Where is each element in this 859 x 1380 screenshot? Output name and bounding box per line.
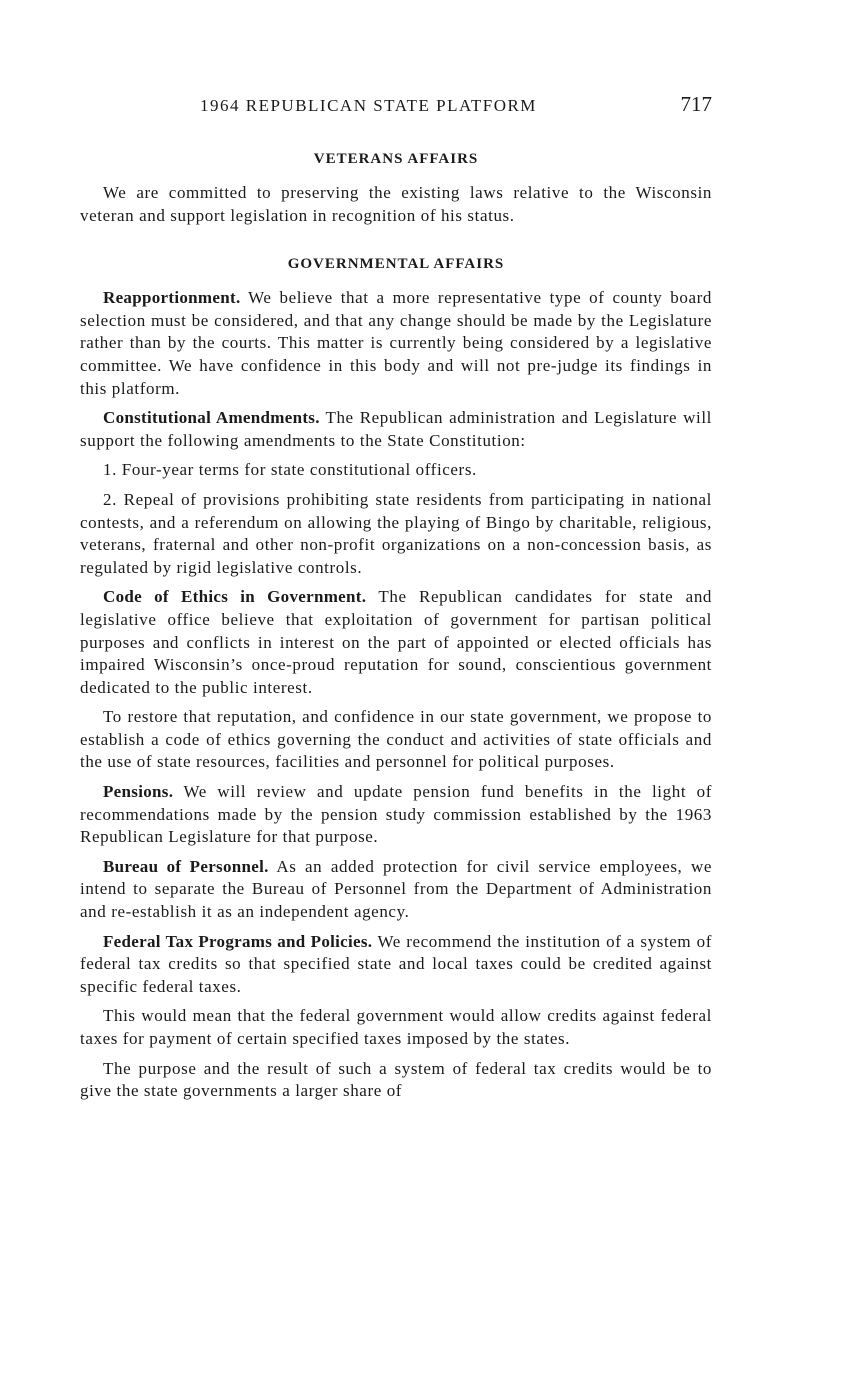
paragraph-constitutional-amendments bbox=[80, 407, 712, 452]
paragraph-text: We recommend the institution of a system of federal tax credits so that specified state and local taxes could be credited against specific federal taxes. bbox=[80, 931, 712, 996]
section-veterans-affairs bbox=[80, 148, 712, 227]
section-governmental-affairs bbox=[80, 253, 712, 1103]
paragraph-lead: Federal Tax Programs and Policies. bbox=[103, 931, 373, 951]
paragraph-federal-tax bbox=[80, 931, 712, 999]
paragraph-text: 1. Four-year terms for state constitutional officers. bbox=[103, 460, 477, 480]
paragraph-lead: Code of Ethics in Government. bbox=[103, 587, 367, 607]
document-page bbox=[80, 94, 712, 1110]
paragraph-text: We believe that a more representative type of county board selection must be considered, and that any change should be made by the Legislature rather than by the courts. This matter is currently being considered by a legislative committee. We have confidence in this body and will not pre-judge its findings in this platform. bbox=[80, 288, 712, 398]
paragraph-code-of-ethics bbox=[80, 586, 712, 699]
paragraph bbox=[80, 1058, 712, 1103]
running-header-title: 1964 REPUBLICAN STATE PLATFORM bbox=[200, 96, 537, 115]
paragraph-text: The Republican candidates for state and legislative office believe that exploitation of government for partisan political purposes and conflicts in interest on the part of appointed or elected officials has impaired Wisconsin’s once-proud reputation for sound, conscientious government dedicated to the public interest. bbox=[80, 587, 713, 697]
paragraph bbox=[80, 182, 712, 227]
list-item bbox=[80, 489, 712, 579]
paragraph-lead: Bureau of Personnel. bbox=[103, 856, 269, 876]
paragraph-text: To restore that reputation, and confidence in our state government, we propose to establish a code of ethics governing the conduct and activities of state officials and the use of state resources, facilities and personnel for political purposes. bbox=[80, 707, 712, 772]
paragraph-text: 2. Repeal of provisions prohibiting state residents from participating in national contests, and a referendum on allowing the playing of Bingo by charitable, religious, veterans, fraternal and other non-profit organizations on a non-concession basis, as regulated by rigid legislative controls. bbox=[80, 489, 712, 577]
paragraph-text: The Republican administration and Legislature will support the following amendments to the State Constitution: bbox=[80, 408, 712, 450]
paragraph-text: As an added protection for civil service employees, we intend to separate the Bureau of Personnel from the Department of Administration and re-establish it as an independent agency. bbox=[80, 856, 713, 922]
paragraph-bureau-of-personnel bbox=[80, 856, 712, 924]
paragraph-text: We are committed to preserving the existing laws relative to the Wisconsin veteran and support legislation in recognition of his status. bbox=[80, 183, 712, 225]
paragraph-lead: Constitutional Amendments. bbox=[103, 408, 320, 428]
paragraph-text: This would mean that the federal government would allow credits against federal taxes for payment of certain specified taxes imposed by the states. bbox=[80, 1006, 712, 1048]
paragraph-text: We will review and update pension fund benefits in the light of recommendations made by the pension study commission established by the 1963 Republican Legislature for that purpose. bbox=[80, 782, 712, 847]
paragraph-lead: Pensions. bbox=[103, 782, 174, 802]
paragraph bbox=[80, 1005, 712, 1050]
paragraph-text: The purpose and the result of such a system of federal tax credits would be to give the state governments a larger share of bbox=[80, 1058, 712, 1101]
paragraph-lead: Reapportionment. bbox=[103, 288, 241, 308]
section-heading: VETERANS AFFAIRS bbox=[313, 151, 479, 167]
paragraph-pensions bbox=[80, 781, 712, 849]
paragraph-reapportionment bbox=[80, 287, 712, 400]
list-item bbox=[80, 459, 712, 482]
paragraph bbox=[80, 706, 712, 774]
page-number: 717 bbox=[680, 92, 712, 116]
running-header bbox=[80, 94, 712, 124]
section-heading: GOVERNMENTAL AFFAIRS bbox=[287, 256, 505, 273]
